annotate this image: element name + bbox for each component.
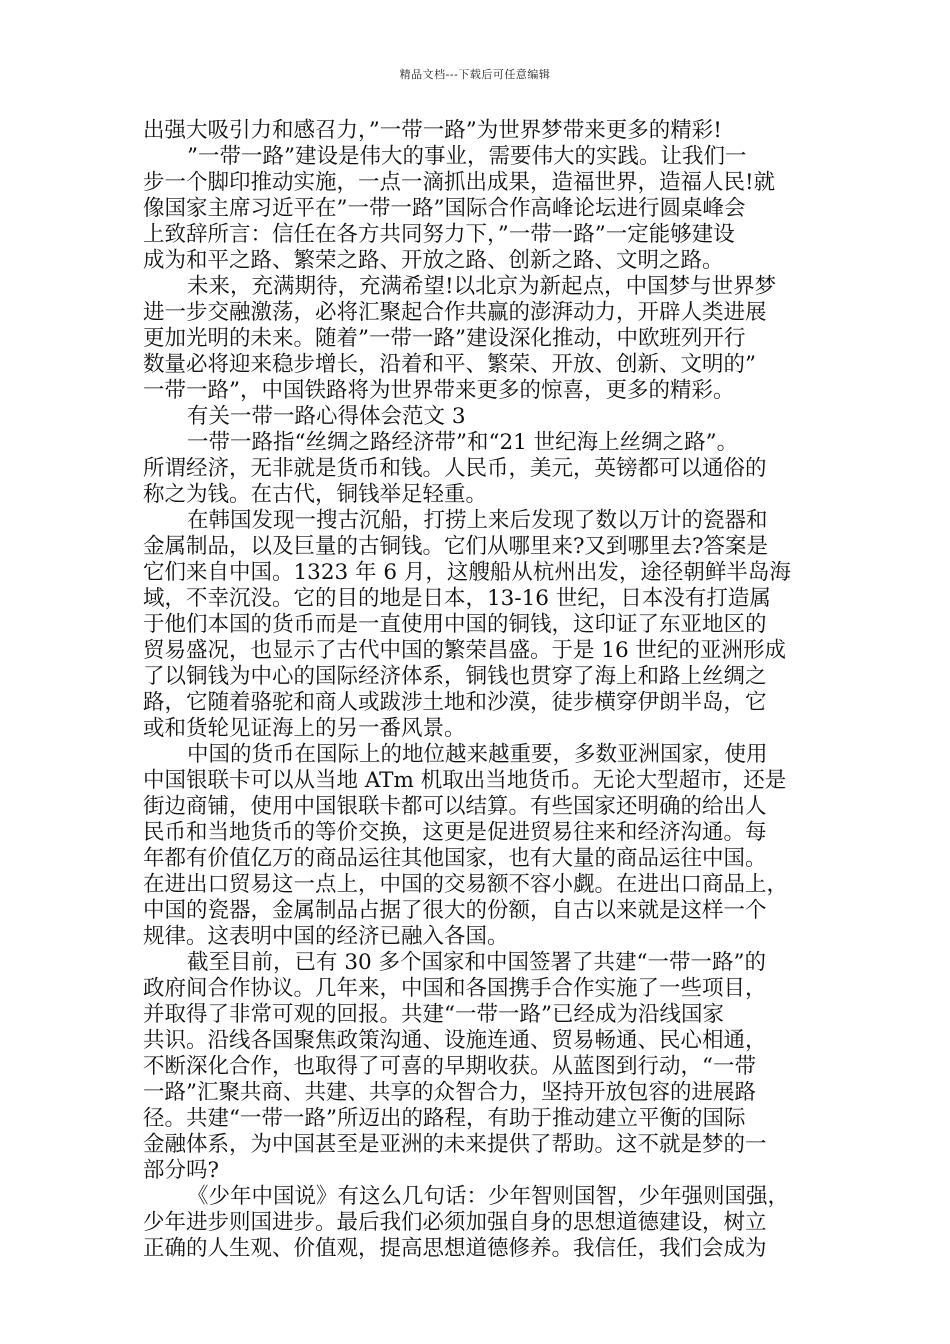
text-line: 正确的人生观、价值观，提高思想道德修养。我信任，我们会成为 (143, 1236, 767, 1261)
text-line: 更加光明的未来。随着”一带一路”建设深化推动，中欧班列开行 (143, 326, 746, 351)
text-line: 贸易盛况，也显示了古代中国的繁荣昌盛。于是 16 世纪的亚洲形成 (143, 638, 787, 663)
text-line: 域，不幸沉没。它的目的地是日本，13-16 世纪，日本没有打造属 (143, 586, 771, 611)
text-line: 中国银联卡可以从当地 ATm 机取出当地货币。无论大型超市，还是 (143, 768, 787, 793)
text-line: 或和货轮见证海上的另一番风景。 (143, 716, 466, 741)
text-line: 年都有价值亿万的商品运往其他国家，也有大量的商品运往中国。 (143, 846, 767, 871)
text-line: 一路”汇聚共商、共建、共享的众智合力，坚持开放包容的进展路 (143, 1080, 756, 1105)
text-line: 进一步交融激荡，必将汇聚起合作共赢的澎湃动力，开辟人类进展 (143, 300, 767, 325)
text-line: 像国家主席习近平在”一带一路”国际合作高峰论坛进行圆桌峰会 (143, 196, 746, 221)
text-line: 了以铜钱为中心的国际经济体系，铜钱也贯穿了海上和路上丝绸之 (143, 664, 767, 689)
text-line: 上致辞所言：信任在各方共同努力下，”一带一路”一定能够建设 (143, 222, 735, 247)
paragraph-first-line: 有关一带一路心得体会范文 3 (187, 404, 466, 429)
text-line: 成为和平之路、繁荣之路、开放之路、创新之路、文明之路。 (143, 248, 724, 273)
document-body (143, 118, 807, 1262)
paragraph-first-line: 《少年中国说》有这么几句话：少年智则国智，少年强则国强， (187, 1184, 790, 1209)
text-line: 于他们本国的货币而是一直使用中国的铜钱，这印证了东亚地区的 (143, 612, 767, 637)
paragraph-first-line: 未来，充满期待，充满希望!以北京为新起点，中国梦与世界梦 (187, 274, 777, 299)
text-line: 出强大吸引力和感召力，”一带一路”为世界梦带来更多的精彩! (143, 118, 722, 143)
paragraph-first-line: 在韩国发现一搜古沉船，打捞上来后发现了数以万计的瓷器和 (187, 508, 768, 533)
text-line: 步一个脚印推动实施，一点一滴抓出成果，造福世界，造福人民!就 (143, 170, 776, 195)
paragraph-first-line: 截至目前，已有 30 多个国家和中国签署了共建“一带一路”的 (187, 950, 767, 975)
text-line: 并取得了非常可观的回报。共建“一带一路”已经成为沿线国家 (143, 1002, 724, 1027)
text-line: 一带一路”，中国铁路将为世界带来更多的惊喜，更多的精彩。 (143, 378, 735, 403)
paragraph-first-line: ”一带一路”建设是伟大的事业，需要伟大的实践。让我们一 (187, 144, 747, 169)
text-line: 金属制品，以及巨量的古铜钱。它们从哪里来?又到哪里去?答案是 (143, 534, 769, 559)
text-line: 径。共建“一带一路”所迈出的路程，有助于推动建立平衡的国际 (143, 1106, 746, 1131)
text-line: 所谓经济，无非就是货币和钱。人民币，美元，英镑都可以通俗的 (143, 456, 767, 481)
text-line: 金融体系，为中国甚至是亚洲的未来提供了帮助。这不就是梦的一 (143, 1132, 767, 1157)
text-line: 部分吗? (143, 1158, 220, 1183)
text-line: 街边商铺，使用中国银联卡都可以结算。有些国家还明确的给出人 (143, 794, 767, 819)
text-line: 路，它随着骆驼和商人或跋涉土地和沙漠，徒步横穿伊朗半岛，它 (143, 690, 767, 715)
paragraph-first-line: 中国的货币在国际上的地位越来越重要，多数亚洲国家，使用 (187, 742, 768, 767)
paragraph-first-line: 一带一路指“丝绸之路经济带”和“21 世纪海上丝绸之路”。 (187, 430, 739, 455)
text-line: 少年进步则国进步。最后我们必须加强自身的思想道德建设，树立 (143, 1210, 767, 1235)
text-line: 规律。这表明中国的经济已融入各国。 (143, 924, 509, 949)
text-line: 在进出口贸易这一点上，中国的交易额不容小觑。在进出口商品上， (143, 872, 789, 897)
text-line: 数量必将迎来稳步增长，沿着和平、繁荣、开放、创新、文明的” (143, 352, 756, 377)
page-header: 精品文档---下载后可任意编辑 (399, 68, 551, 81)
text-line: 共识。沿线各国聚焦政策沟通、设施连通、贸易畅通、民心相通， (143, 1028, 767, 1053)
text-line: 称之为钱。在古代，铜钱举足轻重。 (143, 482, 488, 507)
text-line: 不断深化合作，也取得了可喜的早期收获。从蓝图到行动，“一带 (143, 1054, 756, 1079)
text-line: 民币和当地货币的等价交换，这更是促进贸易往来和经济沟通。每 (143, 820, 767, 845)
text-line: 中国的瓷器，金属制品占据了很大的份额，自古以来就是这样一个 (143, 898, 767, 923)
text-line: 政府间合作协议。几年来，中国和各国携手合作实施了一些项目， (143, 976, 767, 1001)
text-line: 它们来自中国。1323 年 6 月，这艘船从杭州出发，途径朝鲜半岛海 (143, 560, 791, 585)
